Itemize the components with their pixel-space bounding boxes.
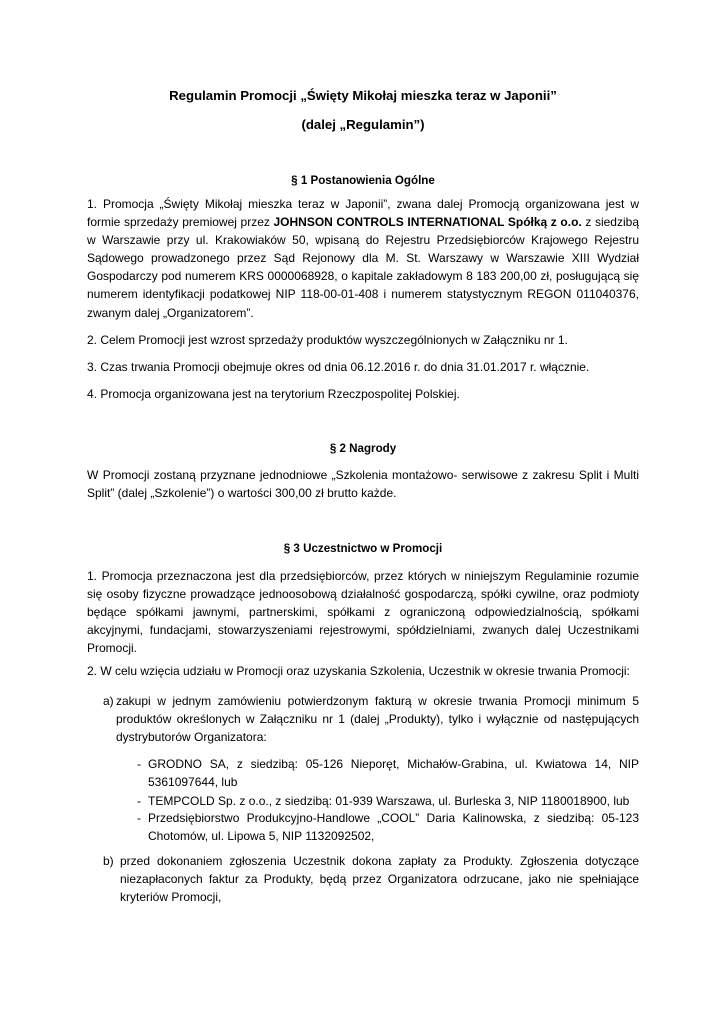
- distributor-item-tempcold: TEMPCOLD Sp. z o.o., z siedzibą: 01-939 Warszawa, ul. Burleska 3, NIP 1180018900, lub: [148, 794, 630, 808]
- section-1-paragraph-1: [87, 195, 639, 322]
- section-1-heading: § 1 Postanowienia Ogólne: [291, 174, 435, 187]
- organizer-name: JOHNSON CONTROLS INTERNATIONAL Spółką z o.o.: [273, 215, 582, 230]
- section-2-heading: § 2 Nagrody: [329, 442, 397, 455]
- paragraph-text: 1. Promocja „Święty Mikołaj mieszka teraz w Japonii”, zwana dalej Promocją organizowana jest w formie sprzedaży premiowej przez: [87, 197, 639, 230]
- list-marker-b: b): [103, 854, 114, 868]
- section-1-paragraph-3: 3. Czas trwania Promocji obejmuje okres od dnia 06.12.2016 r. do dnia 31.01.2017 r. włącznie.: [87, 360, 590, 374]
- distributor-item-grodno: GRODNO SA, z siedzibą: 05-126 Nieporęt, Michałów-Grabina, ul. Kwiatowa 14, NIP 5361097644, lub: [148, 757, 639, 790]
- distributor-marker: -: [137, 757, 141, 771]
- section-1-paragraph-2: 2. Celem Promocji jest wzrost sprzedaży produktów wyszczególnionych w Załączniku nr 1.: [87, 333, 568, 347]
- section-1-paragraph-4: 4. Promocja organizowana jest na terytorium Rzeczpospolitej Polskiej.: [87, 387, 460, 401]
- list-item-b: przed dokonaniem zgłoszenia Uczestnik dokona zapłaty za Produkty. Zgłoszenia dotyczące niezapłaconych faktur za Produkty, będą przez Organizatora odrzucane, jako nie spełniające kryteriów Promocji,: [120, 854, 639, 905]
- list-marker-a: a): [103, 694, 114, 708]
- section-3-paragraph-1: 1. Promocja przeznaczona jest dla przedsiębiorców, przez których w niniejszym Regulaminie rozumie się osoby fizyczne prowadzące jednoosobową działalność gospodarczą, spółki cywilne, oraz podmioty będące spółkami jawnymi, partnerskimi, spółkami z ograniczoną odpowiedzialnością, spółkami akcyjnymi, fundacjami, stowarzyszeniami rejestrowymi, spółdzielniami, zwanych dalej Uczestnikami Promocji.: [87, 569, 639, 656]
- distributor-marker: -: [137, 811, 141, 825]
- document-subtitle: (dalej „Regulamin”): [301, 117, 425, 132]
- document-page: [87, 0, 639, 1024]
- distributor-item-cool: Przedsiębiorstwo Produkcyjno-Handlowe „COOL” Daria Kalinowska, z siedzibą: 05-123 Chotomów, ul. Lipowa 5, NIP 1132092502,: [148, 811, 639, 844]
- section-3-paragraph-2: 2. W celu wzięcia udziału w Promocji oraz uzyskania Szkolenia, Uczestnik w okresie trwania Promocji:: [87, 664, 630, 678]
- distributor-marker: -: [137, 794, 141, 808]
- document-title: Regulamin Promocji „Święty Mikołaj mieszka teraz w Japonii”: [169, 88, 557, 103]
- section-3-heading: § 3 Uczestnictwo w Promocji: [283, 542, 443, 555]
- section-2-paragraph-1: W Promocji zostaną przyznane jednodniowe „Szkolenia montażowo- serwisowe z zakresu Split i Multi Split” (dalej „Szkolenie”) o wartości 300,00 zł brutto każde.: [87, 468, 639, 501]
- paragraph-text: z siedzibą w Warszawie przy ul. Krakowiaków 50, wpisaną do Rejestru Przedsiębiorców Krajowego Rejestru Sądowego prowadzonego przez Sąd Rejonowy dla M. St. Warszawy w Warszawie XIII Wydział Gospodarczy pod numerem KRS 0000068928, o kapitale zakładowym 8 183 200,00 zł, posługującą się numerem identyfikacji podatkowej NIP 118-00-01-408 i numerem statystycznym REGON 011040376, zwanym dalej „Organizatorem”.: [87, 215, 639, 320]
- list-item-a: zakupi w jednym zamówieniu potwierdzonym fakturą w okresie trwania Promocji minimum 5 produktów określonych w Załączniku nr 1 (dalej „Produkty), tylko i wyłącznie od następujących dystrybutorów Organizatora:: [116, 694, 639, 745]
